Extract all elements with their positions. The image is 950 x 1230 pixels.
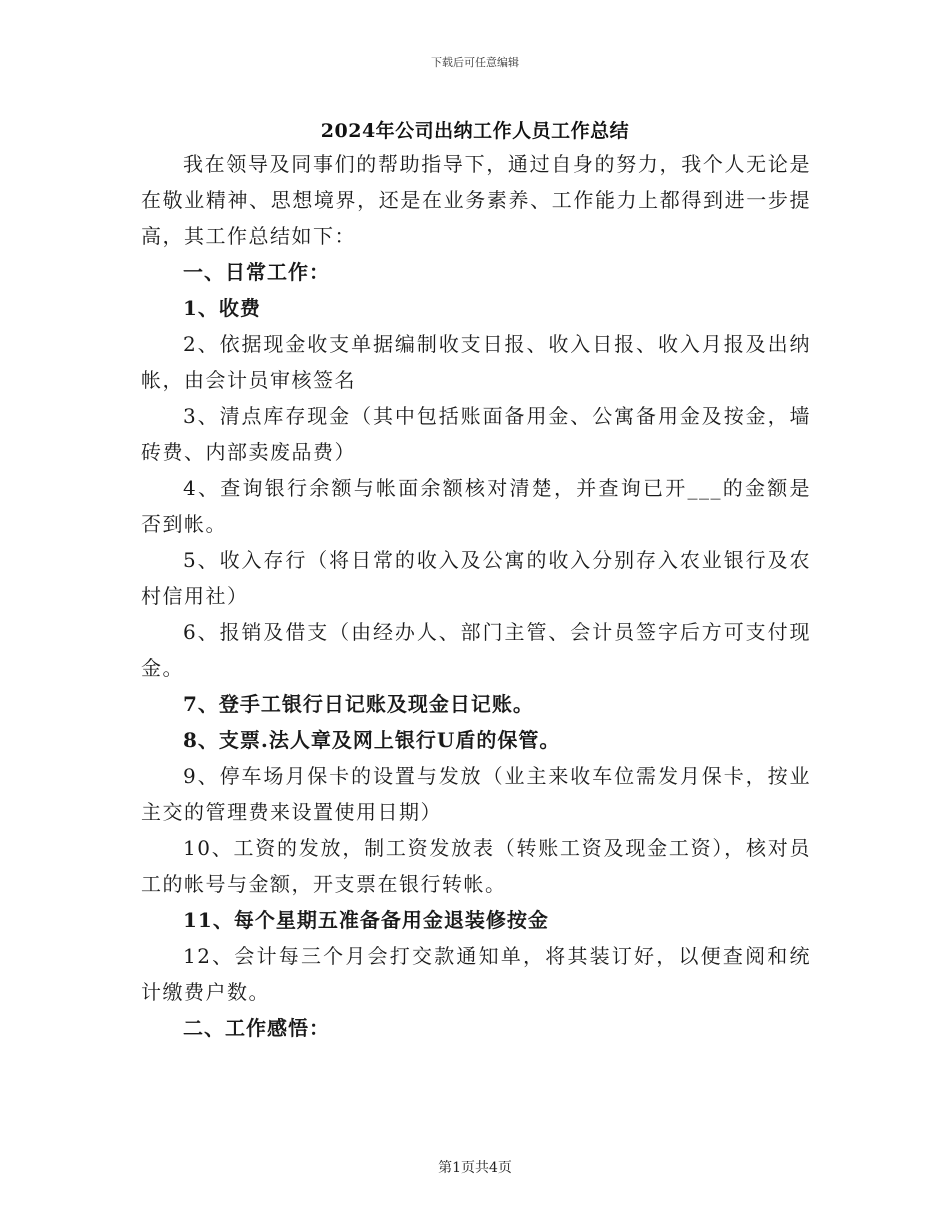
list-item: 4、查询银行余额与帐面余额核对清楚，并查询已开___的金额是否到帐。 [141,476,811,536]
paragraph: 我在领导及同事们的帮助指导下，通过自身的努力，我个人无论是在敬业精神、思想境界，还是在业务素养、工作能力上都得到进一步提高，其工作总结如下： [141,152,811,248]
list-item: 1、收费 [183,296,261,320]
page-number: 第1页共4页 [438,1160,512,1176]
document-title: 2024年公司出纳工作人员工作总结 [320,120,630,142]
list-item: 12、会计每三个月会打交款通知单，将其装订好，以便查阅和统计缴费户数。 [141,944,811,1004]
header-note: 下载后可任意编辑 [431,56,519,69]
list-item: 10、工资的发放，制工资发放表（转账工资及现金工资），核对员工的帐号与金额，开支票在银行转帐。 [141,836,811,896]
document-body [141,146,811,1046]
list-item: 7、登手工银行日记账及现金日记账。 [183,692,534,716]
list-item: 2、依据现金收支单据编制收支日报、收入日报、收入月报及出纳帐，由会计员审核签名 [141,332,811,392]
list-item: 6、报销及借支（由经办人、部门主管、会计员签字后方可支付现金。 [141,620,811,680]
list-item: 3、清点库存现金（其中包括账面备用金、公寓备用金及按金，墙砖费、内部卖废品费） [141,404,811,464]
list-item: 8、支票.法人章及网上银行U盾的保管。 [183,728,561,752]
section-heading: 一、日常工作： [183,260,330,284]
list-item: 11、每个星期五准备备用金退装修按金 [183,908,549,932]
list-item: 9、停车场月保卡的设置与发放（业主来收车位需发月保卡，按业主交的管理费来设置使用日期） [141,764,811,824]
section-heading: 二、工作感悟： [183,1016,330,1040]
list-item: 5、收入存行（将日常的收入及公寓的收入分别存入农业银行及农村信用社） [141,548,811,608]
